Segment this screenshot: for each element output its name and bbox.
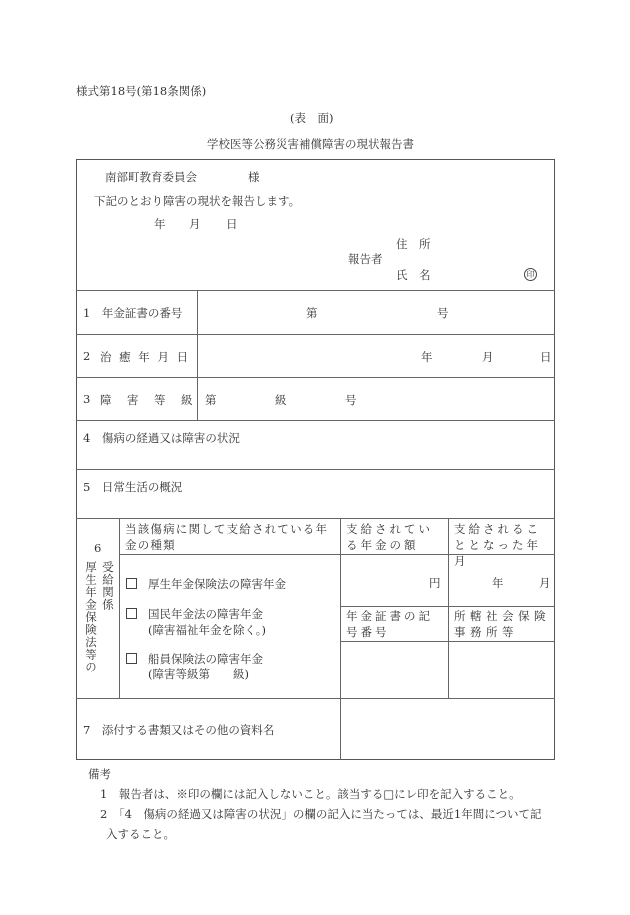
addressee: 南部町教育委員会	[105, 170, 197, 184]
divider	[76, 377, 555, 378]
disability-grade-label: 障 害 等 級	[100, 393, 195, 407]
vertical-label-receipt: 受給関係	[101, 561, 115, 611]
daily-life-label: 5 日常生活の概況	[83, 480, 183, 494]
divider	[448, 518, 449, 698]
cert-number-suffix: 号	[437, 306, 449, 320]
divider	[197, 290, 198, 420]
cure-date-label: 治 癒 年 月 日	[100, 350, 191, 364]
divider	[76, 420, 555, 421]
cert-number-prefix: 第	[306, 306, 318, 320]
divider	[76, 518, 555, 519]
divider	[76, 469, 555, 470]
option-kosei: 厚生年金保険法の障害年金	[148, 577, 286, 591]
pension-start-header: 支給されることとなった年月	[454, 522, 541, 568]
start-year: 年	[492, 576, 504, 590]
date-year: 年	[154, 217, 166, 231]
divider	[76, 334, 555, 335]
note-2: 2 「4 傷病の経過又は障害の状況」の欄の記入に当たっては、最近1年間について記	[100, 807, 542, 821]
row3-num: 3	[83, 392, 91, 406]
reporter-label: 報告者	[348, 252, 383, 266]
pension-cert-number-label: 1 年金証書の番号	[83, 306, 183, 320]
grade-unit: 級	[275, 393, 287, 407]
address-label: 住 所	[396, 237, 431, 251]
grade-prefix: 第	[205, 393, 217, 407]
checkbox-senin[interactable]	[126, 653, 137, 664]
amount-yen: 円	[429, 576, 441, 590]
divider	[76, 698, 555, 699]
form-number: 様式第18号(第18条関係)	[76, 84, 207, 98]
note-1: 1 報告者は、※印の欄には記入しないこと。該当する□にレ印を記入すること。	[100, 787, 521, 801]
pension-type-header: 当該傷病に関して支給されている年金の種類	[125, 522, 329, 552]
document-title: 学校医等公務災害補償障害の現状報告書	[207, 137, 414, 151]
option-kokumin-note: (障害福祉年金を除く。)	[148, 623, 266, 637]
date-day: 日	[226, 217, 238, 231]
row2-num: 2	[83, 349, 91, 363]
grade-number: 号	[345, 393, 357, 407]
option-senin-note: (障害等級第 級)	[148, 667, 249, 681]
injury-progress-label: 4 傷病の経過又は障害の状況	[83, 431, 240, 445]
start-month: 月	[539, 576, 551, 590]
checkbox-kosei[interactable]	[126, 578, 137, 589]
cure-day: 日	[540, 350, 552, 364]
honorific: 様	[248, 170, 260, 184]
cure-year: 年	[421, 350, 433, 364]
date-month: 月	[189, 217, 201, 231]
seal-icon: 印	[524, 268, 537, 281]
name-label: 氏 名	[396, 268, 431, 282]
report-statement: 下記のとおり障害の現状を報告します。	[94, 194, 301, 208]
office-header: 所轄社会保険事務所等	[454, 609, 550, 639]
divider	[76, 290, 555, 291]
notes-heading: 備考	[88, 767, 111, 781]
vertical-label-pension-law: 厚生年金保険法等の	[84, 561, 98, 674]
side-label: (表 面)	[290, 111, 334, 125]
note-2-cont: 入すること。	[106, 827, 175, 841]
cert-symbol-header: 年金証書の記号番号	[346, 609, 433, 639]
option-kokumin: 国民年金法の障害年金	[148, 607, 263, 621]
divider	[340, 518, 341, 760]
row6-num: 6	[94, 541, 102, 555]
pension-amount-header: 支給されている年金の額	[346, 522, 433, 552]
checkbox-kokumin[interactable]	[126, 608, 137, 619]
attachments-label: 7 添付する書類又はその他の資料名	[83, 723, 275, 737]
divider	[119, 518, 120, 698]
cure-month: 月	[482, 350, 494, 364]
option-senin: 船員保険法の障害年金	[148, 652, 263, 666]
